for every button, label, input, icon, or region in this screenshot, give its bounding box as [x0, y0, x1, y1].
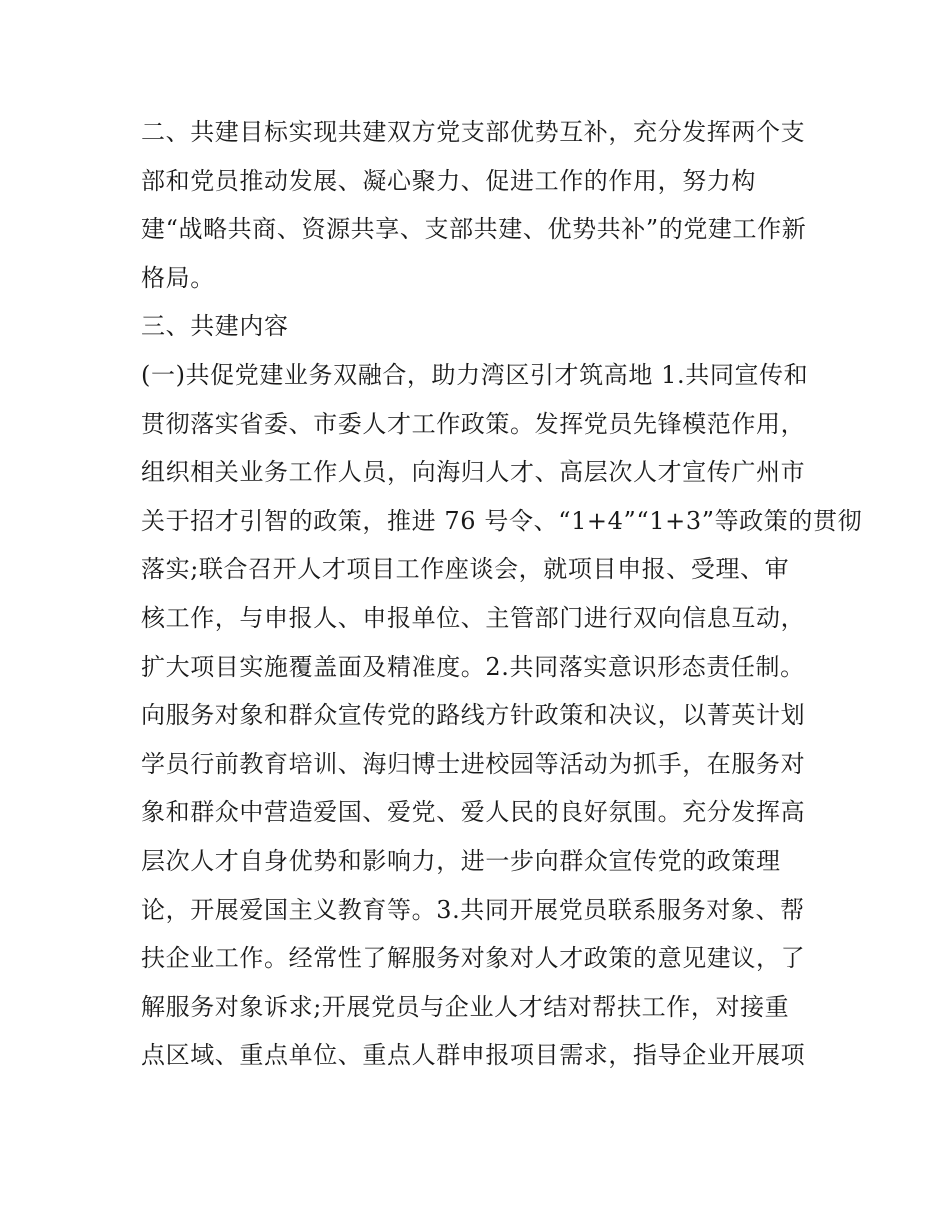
- text-line: 落实;联合召开人才项目工作座谈会，就项目申报、受理、审: [141, 555, 790, 584]
- text-line: 点区域、重点单位、重点人群申报项目需求，指导企业开展项: [141, 1041, 806, 1070]
- text-line: (一)共促党建业务双融合，助力湾区引才筑高地 1.共同宣传和: [141, 360, 809, 389]
- text-line: 层次人才自身优势和影响力，进一步向群众宣传党的政策理: [141, 846, 781, 875]
- text-line: 扩大项目实施覆盖面及精准度。2.共同落实意识形态责任制。: [141, 652, 805, 681]
- text-line: 学员行前教育培训、海归博士进校园等活动为抓手，在服务对: [141, 749, 806, 778]
- text-line: 象和群众中营造爱国、爱党、爱人民的良好氛围。充分发挥高: [141, 798, 806, 827]
- text-line: 部和党员推动发展、凝心聚力、促进工作的作用，努力构: [141, 166, 756, 195]
- text-line: 解服务对象诉求;开展党员与企业人才结对帮扶工作，对接重: [141, 992, 790, 1021]
- text-line: 格局。: [141, 263, 215, 292]
- text-line: 核工作，与申报人、申报单位、主管部门进行双向信息互动，: [141, 603, 806, 632]
- text-line: 二、共建目标实现共建双方党支部优势互补，充分发挥两个支: [141, 118, 806, 146]
- text-line: 论，开展爱国主义教育等。3.共同开展党员联系服务对象、帮: [141, 895, 805, 924]
- document-body: [141, 108, 863, 1080]
- text-line: 建“战略共商、资源共享、支部共建、优势共补”的党建工作新: [141, 215, 807, 244]
- text-line: 扶企业工作。经常性了解服务对象对人才政策的意见建议，了: [141, 944, 806, 973]
- section-heading: 三、共建内容: [141, 312, 289, 341]
- text-line: 组织相关业务工作人员，向海归人才、高层次人才宣传广州市: [141, 458, 806, 487]
- text-line: 贯彻落实省委、市委人才工作政策。发挥党员先锋模范作用，: [141, 409, 806, 438]
- text-line: 关于招才引智的政策，推进 76 号令、“1+4”“1+3”等政策的贯彻: [141, 506, 863, 535]
- text-line: 向服务对象和群众宣传党的路线方针政策和决议，以菁英计划: [141, 701, 806, 730]
